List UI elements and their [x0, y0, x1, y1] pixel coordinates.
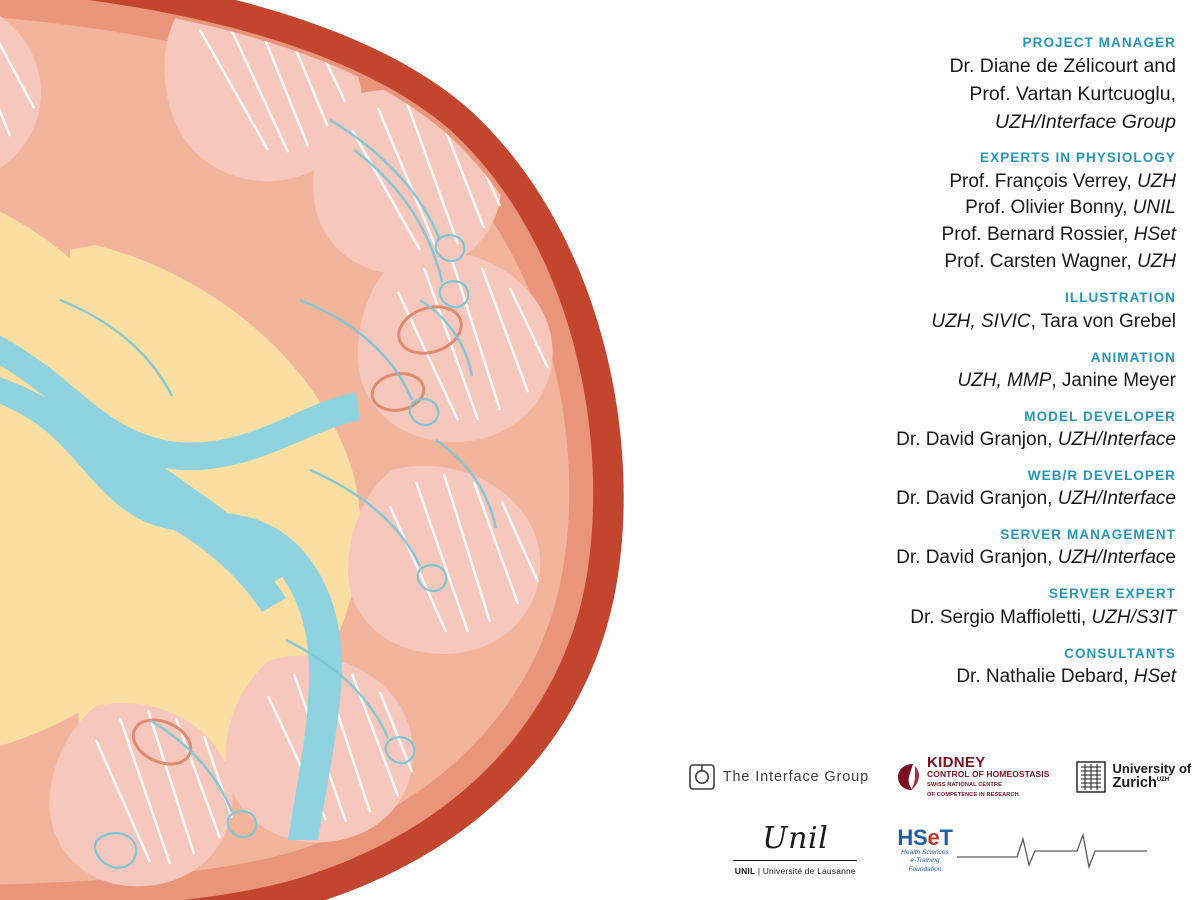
credit-person: Prof. Carsten Wagner,	[944, 251, 1137, 273]
credit-role: ANIMATION	[1090, 349, 1176, 365]
credit-affiliation: UZH	[1136, 251, 1176, 273]
credit-line	[680, 664, 1176, 691]
credit-person: Prof. François Verrey,	[949, 170, 1137, 192]
credit-person: Dr. Nathalie Debard,	[956, 665, 1134, 687]
unil-logo-subtitle: UNIL | Université de Lausanne	[734, 866, 856, 876]
credit-role: CONSULTANTS	[1064, 645, 1176, 661]
credit-person: Prof. Olivier Bonny,	[965, 197, 1133, 219]
credit-affiliation: UZH/Interface	[1057, 428, 1176, 450]
logo-row-top	[680, 742, 1200, 812]
credit-affiliation: UZH/Interface Group	[995, 110, 1176, 133]
uzh-logo-line2: Zurich$^{UZH}$	[1112, 775, 1170, 792]
uzh-logo-text	[1113, 762, 1192, 792]
credit-block	[680, 34, 1176, 136]
logo-row-bottom	[680, 812, 1200, 888]
logo-kidney-nccr	[895, 755, 1049, 800]
kidney-logo-small-1: SWISS NATIONAL CENTRE	[927, 782, 1002, 789]
credit-block	[680, 149, 1176, 276]
kidney-shape-icon	[895, 762, 921, 792]
kidney-logo-small-2: OF COMPETENCE IN RESEARCH	[927, 792, 1019, 799]
logo-interface-group	[689, 764, 869, 790]
credit-role: PROJECT MANAGER	[1022, 35, 1176, 50]
credit-affiliation: UZH/S3IT	[1091, 606, 1176, 628]
credit-affiliation: UZH	[1136, 170, 1176, 192]
credit-affiliation: UZH, MMP	[957, 369, 1052, 391]
credit-role: EXPERTS IN PHYSIOLOGY	[980, 150, 1176, 166]
logo-interface-group-label: The Interface Group	[722, 769, 870, 785]
kidney-logo-text	[927, 755, 1049, 800]
credit-line	[680, 169, 1176, 196]
credit-line	[680, 368, 1176, 395]
uzh-crest-icon	[1076, 761, 1106, 793]
credit-person: Dr. David Granjon,	[896, 547, 1058, 569]
hset-logo-title: HSeT	[897, 824, 953, 850]
credit-line	[680, 195, 1176, 222]
credit-role: MODEL DEVELOPER	[1024, 408, 1176, 424]
kidney-logo-subtitle: CONTROL OF HOMEOSTASIS	[927, 769, 1050, 780]
unil-script-mark: Unil	[762, 821, 829, 856]
credit-role: SERVER MANAGEMENT	[1000, 527, 1176, 543]
credit-block	[680, 585, 1176, 631]
credit-block	[680, 645, 1176, 691]
credit-person: Prof. Vartan Kurtcuoglu,	[969, 82, 1176, 105]
credit-role: ILLUSTRATION	[1065, 290, 1176, 306]
credit-line	[680, 81, 1176, 109]
credit-line	[680, 427, 1176, 454]
credit-person: Dr. Diane de Zélicourt and	[949, 55, 1176, 78]
logo-unil	[733, 821, 857, 876]
credit-person: Dr. David Granjon,	[896, 488, 1058, 510]
credit-block	[680, 408, 1176, 454]
ecg-line-icon	[957, 829, 1147, 871]
hset-logo-sub-1: Health Sciences	[901, 848, 949, 856]
credit-line	[680, 53, 1176, 81]
credit-line	[680, 486, 1176, 513]
kidney-logo-title: KIDNEY	[927, 753, 986, 771]
hset-logo-text	[897, 826, 952, 875]
credit-line	[680, 605, 1176, 632]
credit-person-tail: e	[1165, 547, 1176, 569]
credit-person-tail: , Tara von Grebel	[1030, 310, 1176, 332]
logo-bar	[680, 742, 1200, 892]
credit-line	[680, 249, 1176, 276]
credit-role: WEB/R DEVELOPER	[1027, 467, 1176, 483]
credit-affiliation: UNIL	[1132, 197, 1176, 219]
interface-group-icon	[689, 764, 715, 790]
logo-university-of-zurich	[1076, 761, 1192, 793]
unil-divider	[733, 860, 857, 861]
credit-person: Prof. Bernard Rossier,	[941, 224, 1134, 246]
credit-block	[680, 467, 1176, 513]
credit-block	[680, 349, 1176, 395]
credit-line	[680, 309, 1176, 336]
credit-line	[680, 545, 1176, 572]
credit-line	[680, 222, 1176, 249]
credit-person: Dr. Sergio Maffioletti,	[910, 606, 1092, 628]
credit-affiliation: UZH/Interfac	[1057, 547, 1166, 569]
credit-affiliation: HSet	[1133, 665, 1176, 687]
credit-role: SERVER EXPERT	[1048, 586, 1176, 602]
hset-logo-sub-2: e-Training	[910, 857, 940, 865]
credit-affiliation: UZH/Interface	[1057, 488, 1176, 510]
hset-logo-sub-3: Foundation	[908, 865, 942, 873]
credit-affiliation: UZH, SIVIC	[931, 310, 1031, 332]
credit-block	[680, 289, 1176, 335]
credit-person-tail: , Janine Meyer	[1051, 369, 1176, 391]
credit-affiliation: HSet	[1133, 224, 1176, 246]
uzh-logo-line1: University of	[1112, 761, 1192, 777]
credits-list	[680, 0, 1200, 740]
credit-person: Dr. David Granjon,	[896, 428, 1058, 450]
credit-line	[680, 109, 1176, 137]
credit-block	[680, 526, 1176, 572]
logo-hset	[897, 826, 1146, 875]
